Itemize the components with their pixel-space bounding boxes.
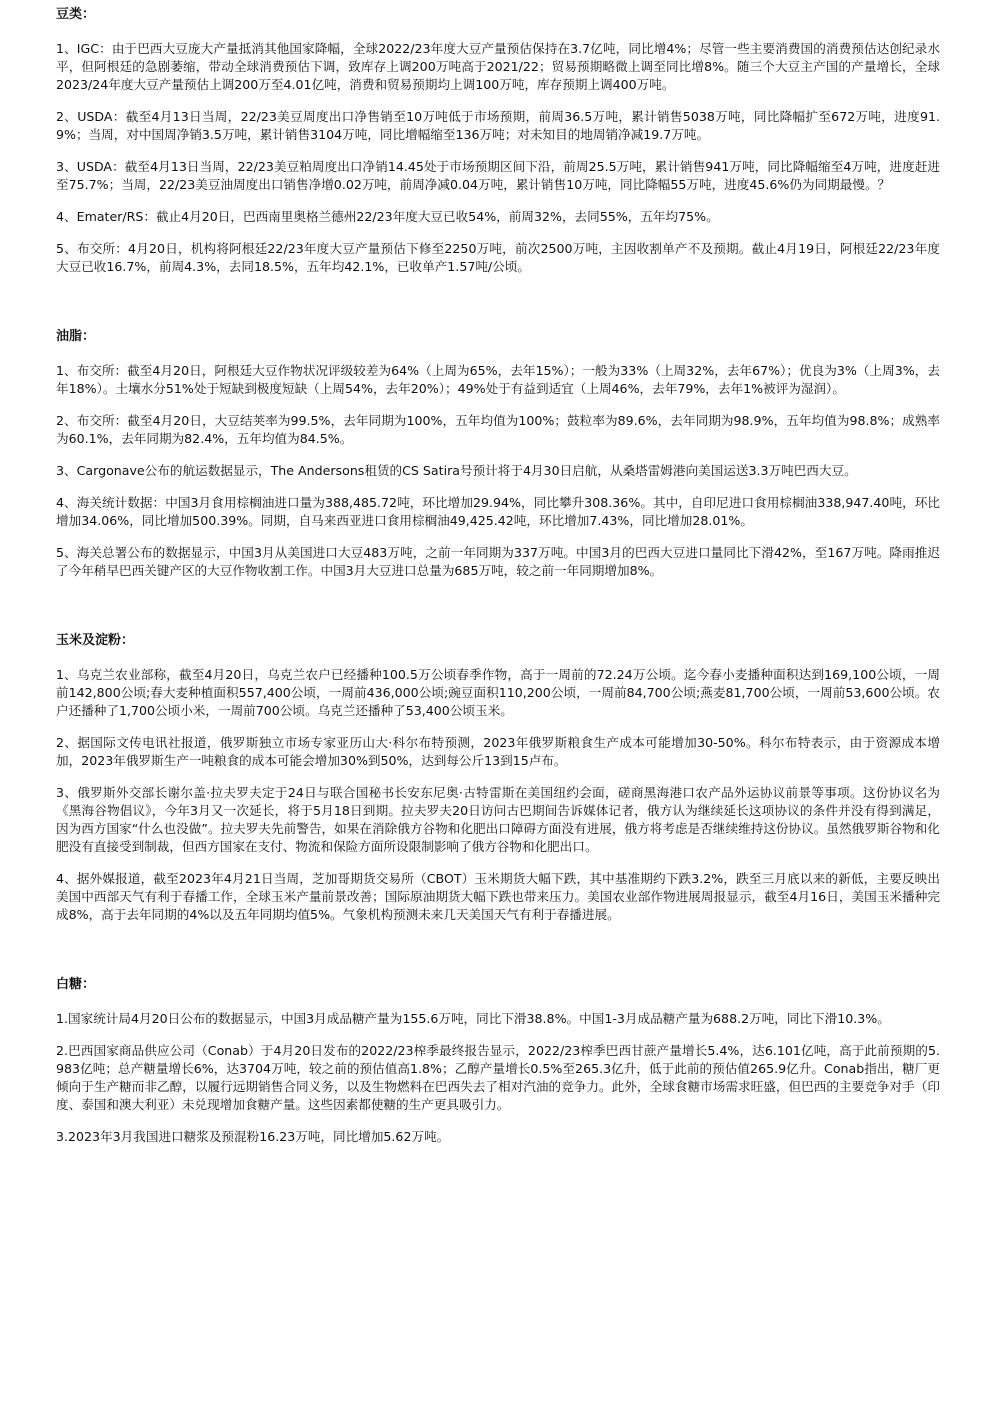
paragraph: 2.巴西国家商品供应公司（Conab）于4月20日发布的2022/23榨季最终报告显示，2022/23榨季巴西甘蔗产量增长5.4%，达6.101亿吨，高于此前预期的5.983亿吨；总产糖量增长6%，达3704万吨，较之前的预估值高1.8%；乙醇产量增长0.5%至265.3亿升，低于此前的预估值265.9亿升。Conab指出，糖厂更倾向于生产糖而非乙醇，以履行远期销售合同义务，以及生物燃料在巴西失去了相对汽油的竞争力。此外，全球食糖市场需求旺盛，但巴西的主要竞争对手（印度、泰国和澳大利亚）未兑现增加食糖产量。这些因素都使糖的生产更具吸引力。 xyxy=(56,1043,940,1112)
paragraph: 1、布交所：截至4月20日，阿根廷大豆作物状况评级较差为64%（上周为65%，去年15%）；一般为33%（上周32%，去年67%）；优良为3%（上周3%，去年18%）。土壤水分51%处于短缺到极度短缺（上周54%，去年20%）；49%处于有益到适宜（上周46%，去年79%，去年1%被评为湿润）。 xyxy=(56,363,940,396)
section-title: 油脂： xyxy=(56,329,96,344)
paragraph: 3、Cargonave公布的航运数据显示，The Andersons租赁的CS Satira号预计将于4月30日启航，从桑塔雷姆港向美国运送3.3万吨巴西大豆。 xyxy=(56,463,857,478)
paragraph: 3、USDA：截至4月13日当周，22/23美豆粕周度出口净销14.45处于市场预期区间下沿，前周25.5万吨，累计销售941万吨，同比降幅缩至4万吨，进度赶进至75.7%；当周，22/23美豆油周度出口销售净增0.02万吨，前周净减0.04万吨，累计销售10万吨，同比降幅55万吨，进度45.6%仍为同期最慢。？ xyxy=(56,159,940,192)
section-title: 玉米及淀粉： xyxy=(56,633,135,648)
section-sugar xyxy=(56,976,940,1146)
paragraph: 3.2023年3月我国进口糖浆及预混粉16.23万吨，同比增加5.62万吨。 xyxy=(56,1129,450,1144)
paragraph: 4、Emater/RS：截止4月20日，巴西南里奥格兰德州22/23年度大豆已收54%，前周32%，去同55%，五年均75%。 xyxy=(56,209,719,224)
paragraph: 4、据外媒报道，截至2023年4月21日当周，芝加哥期货交易所（CBOT）玉米期货大幅下跌，其中基准期约下跌3.2%，跌至三月底以来的新低，主要反映出美国中西部天气有利于春播工作，全球玉米产量前景改善；国际原油期货大幅下跌也带来压力。美国农业部作物进展周报显示，截至4月16日，美国玉米播种完成8%，高于去年同期的4%以及五年同期均值5%。气象机构预测未来几天美国天气有利于春播进展。 xyxy=(56,871,940,922)
paragraph: 3、俄罗斯外交部长谢尔盖·拉夫罗夫定于24日与联合国秘书长安东尼奥·古特雷斯在美国纽约会面，磋商黑海港口农产品外运协议前景等事项。这份协议名为《黑海谷物倡议》，今年3月又一次延长，将于5月18日到期。拉夫罗夫20日访问古巴期间告诉媒体记者，俄方认为继续延长这项协议的条件并没有得到满足，因为西方国家“什么也没做”。拉夫罗夫先前警告，如果在消除俄方谷物和化肥出口障碍方面没有进展，俄方将考虑是否继续维持这份协议。虽然俄罗斯谷物和化肥没有直接受到制裁，但西方国家在支付、物流和保险方面所设限制影响了俄方谷物和化肥出口。 xyxy=(56,785,940,854)
section-title: 豆类： xyxy=(56,7,96,22)
paragraph: 2、布交所：截至4月20日，大豆结荚率为99.5%，去年同期为100%，五年均值为100%；鼓粒率为89.6%，去年同期为98.9%，五年均值为98.8%；成熟率为60.1%，去年同期为82.4%，五年均值为84.5%。 xyxy=(56,413,940,446)
section-corn-starch xyxy=(56,632,940,924)
paragraph: 4、海关统计数据：中国3月食用棕榈油进口量为388,485.72吨，环比增加29.94%，同比攀升308.36%。其中，自印尼进口食用棕榈油338,947.40吨，环比增加34.06%，同比增加500.39%。同期，自马来西亚进口食用棕榈油49,425.42吨，环比增加7.43%，同比增加28.01%。 xyxy=(56,495,940,528)
paragraph: 1.国家统计局4月20日公布的数据显示，中国3月成品糖产量为155.6万吨，同比下滑38.8%。中国1-3月成品糖产量为688.2万吨，同比下滑10.3%。 xyxy=(56,1011,890,1026)
paragraph: 1、乌克兰农业部称，截至4月20日，乌克兰农户已经播种100.5万公顷春季作物，高于一周前的72.24万公顷。迄今春小麦播种面积达到169,100公顷，一周前142,800公顷;春大麦种植面积557,400公顷，一周前436,000公顷;豌豆面积110,200公顷，一周前84,700公顷;燕麦81,700公顷，一周前53,600公顷。农户还播种了1,700公顷小米，一周前700公顷。乌克兰还播种了53,400公顷玉米。 xyxy=(56,667,940,718)
paragraph: 5、海关总署公布的数据显示，中国3月从美国进口大豆483万吨，之前一年同期为337万吨。中国3月的巴西大豆进口量同比下滑42%，至167万吨。降雨推迟了今年稍早巴西关键产区的大豆作物收割工作。中国3月大豆进口总量为685万吨，较之前一年同期增加8%。 xyxy=(56,545,940,578)
section-soybeans xyxy=(56,6,940,276)
section-title: 白糖： xyxy=(56,977,96,992)
paragraph: 2、据国际文传电讯社报道，俄罗斯独立市场专家亚历山大·科尔布特预测，2023年俄罗斯粮食生产成本可能增加30-50%。科尔布特表示，由于资源成本增加，2023年俄罗斯生产一吨粮食的成本可能会增加30%到50%，达到每公斤13到15卢布。 xyxy=(56,735,940,768)
section-oils xyxy=(56,328,940,580)
paragraph: 1、IGC：由于巴西大豆庞大产量抵消其他国家降幅，全球2022/23年度大豆产量预估保持在3.7亿吨，同比增4%；尽管一些主要消费国的消费预估达创纪录水平，但阿根廷的急剧萎缩，带动全球消费预估下调，致库存上调200万吨高于2021/22；贸易预期略微上调至同比增8%。随三个大豆主产国的产量增长，全球2023/24年度大豆产量预估上调200万至4.01亿吨，消费和贸易预期均上调100万吨，库存预期上调400万吨。 xyxy=(56,41,940,92)
paragraph: 2、USDA：截至4月13日当周，22/23美豆周度出口净售销至10万吨低于市场预期，前周36.5万吨，累计销售5038万吨，同比降幅扩至672万吨，进度91.9%；当周，对中国周净销3.5万吨，累计销售3104万吨，同比增幅缩至136万吨；对未知目的地周销净减19.7万吨。 xyxy=(56,109,940,142)
paragraph: 5、布交所：4月20日，机构将阿根廷22/23年度大豆产量预估下修至2250万吨，前次2500万吨，主因收割单产不及预期。截止4月19日，阿根廷22/23年度大豆已收16.7%，前周4.3%，去同18.5%，五年均42.1%，已收单产1.57吨/公顷。 xyxy=(56,241,940,274)
document-page xyxy=(56,6,940,1160)
